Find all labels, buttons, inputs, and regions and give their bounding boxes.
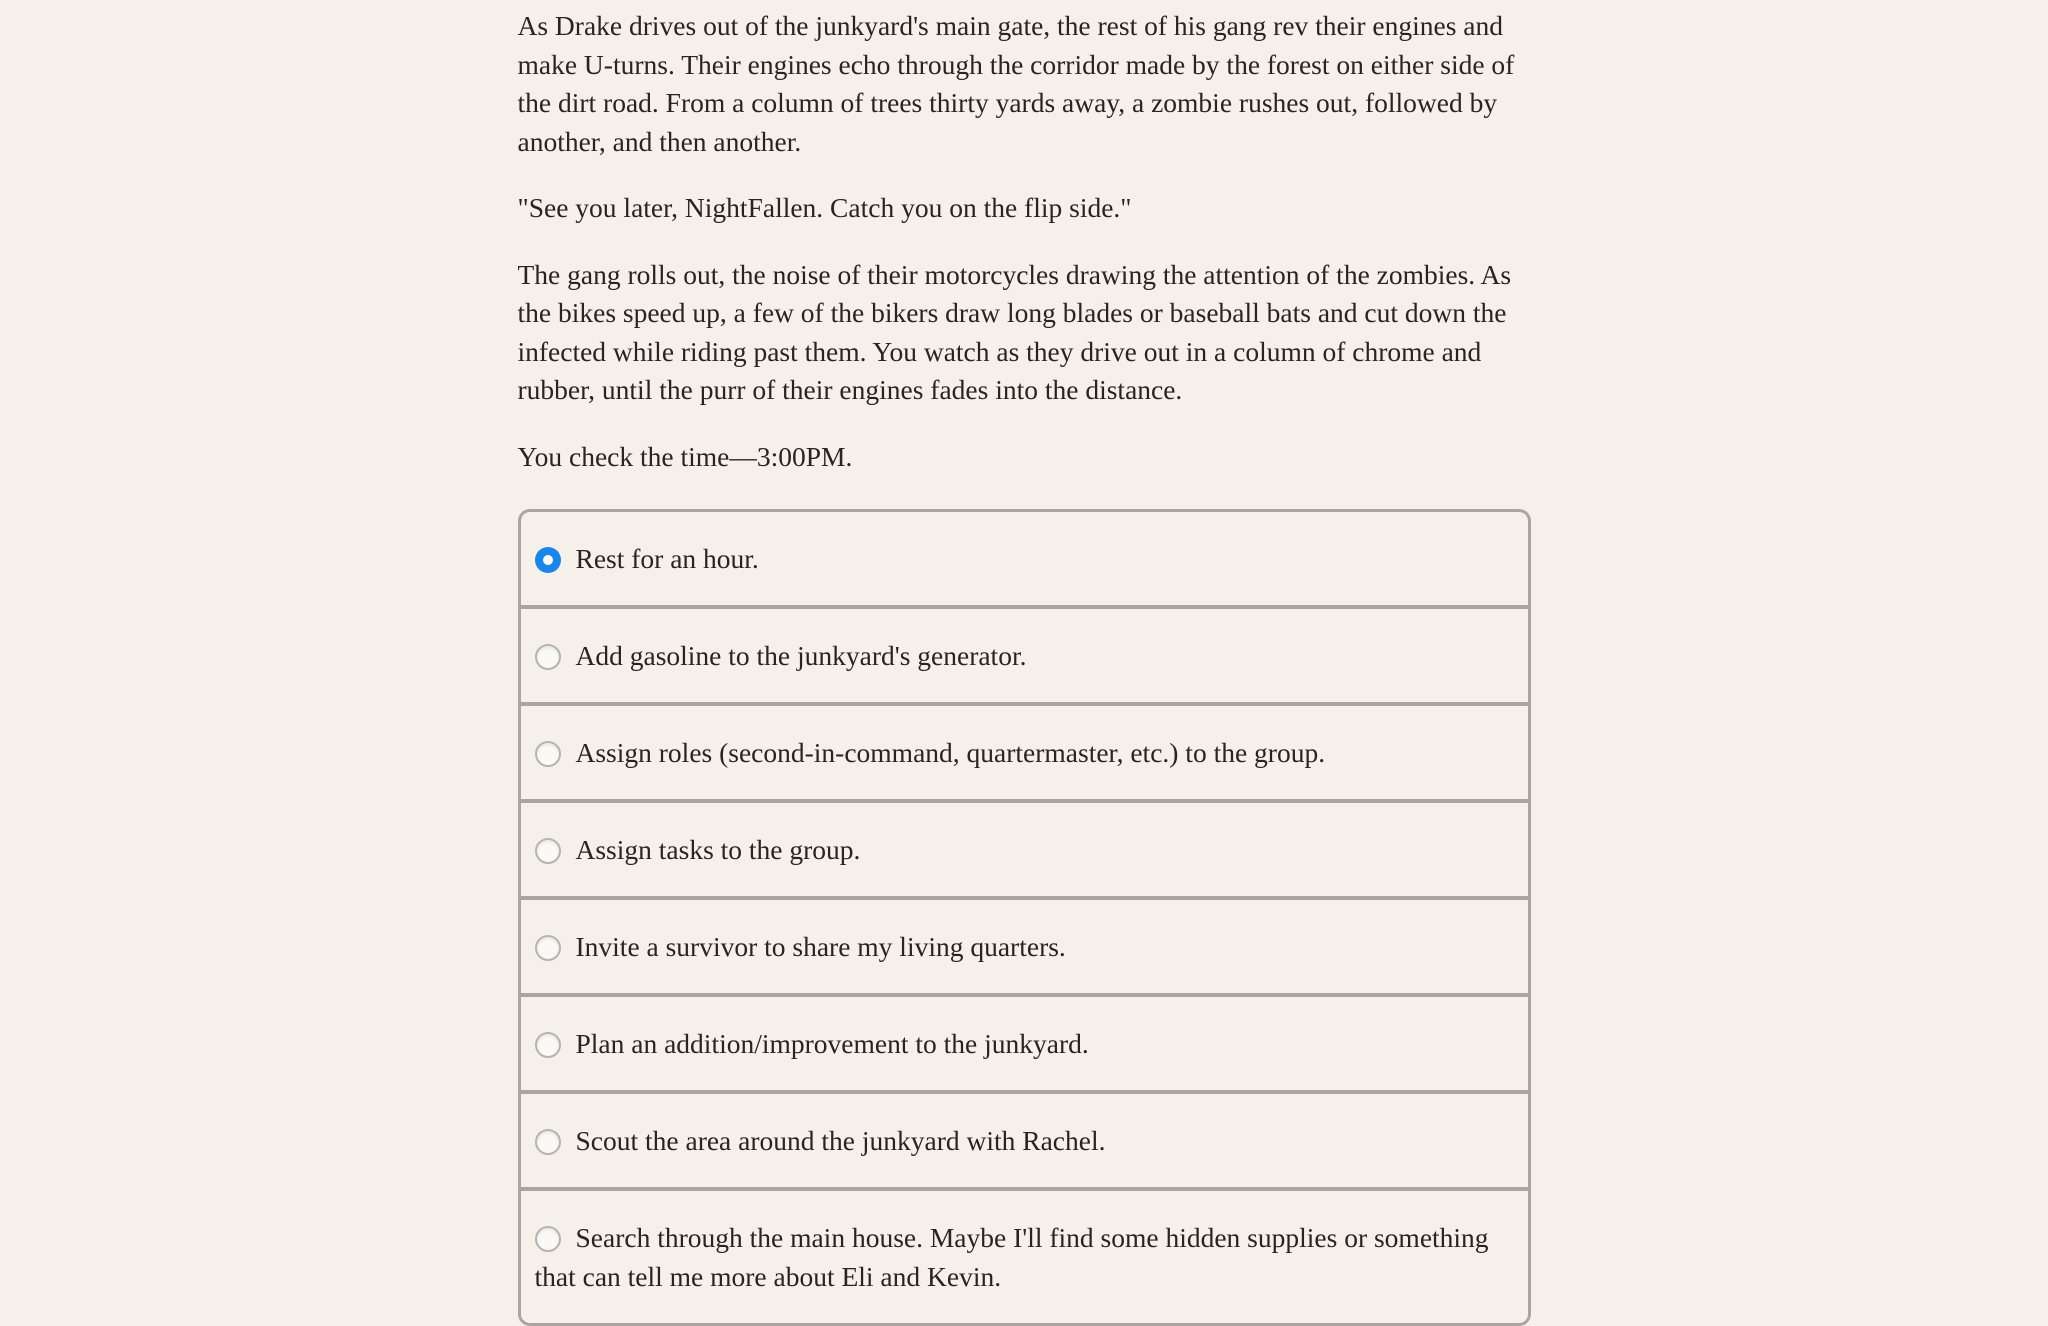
choice-option-add-gasoline[interactable] — [521, 605, 1528, 702]
choice-option-label: Rest for an hour. — [575, 543, 759, 574]
choice-option-assign-roles[interactable] — [521, 702, 1528, 799]
choice-list — [518, 509, 1531, 1326]
radio-button[interactable] — [535, 547, 561, 573]
choice-option-invite-survivor[interactable] — [521, 896, 1528, 993]
radio-button[interactable] — [535, 838, 561, 864]
choice-option-scout-area[interactable] — [521, 1090, 1528, 1187]
choice-option-search-house[interactable] — [521, 1187, 1528, 1323]
choice-option-rest[interactable] — [521, 512, 1528, 605]
radio-button[interactable] — [535, 741, 561, 767]
radio-button[interactable] — [535, 1032, 561, 1058]
choice-option-label: Add gasoline to the junkyard's generator. — [575, 640, 1027, 671]
choice-option-assign-tasks[interactable] — [521, 799, 1528, 896]
radio-button[interactable] — [535, 1226, 561, 1252]
story-paragraph: "See you later, NightFallen. Catch you on the flip side." — [517, 192, 1132, 223]
choice-option-label: Invite a survivor to share my living quarters. — [575, 931, 1066, 962]
story-paragraph: As Drake drives out of the junkyard's main gate, the rest of his gang rev their engines and make U-turns. Their engines echo through the corridor made by the forest on either side of the dirt road. From a column of trees thirty yards away, a zombie rushes out, followed by another, and then another. — [517, 10, 1515, 157]
choice-option-label: Assign tasks to the group. — [575, 834, 861, 865]
radio-button[interactable] — [535, 1129, 561, 1155]
story-paragraph: The gang rolls out, the noise of their motorcycles drawing the attention of the zombies. As the bikes speed up, a few of the bikers draw long blades or baseball bats and cut down the infected while riding past them. You watch as they drive out in a column of chrome and rubber, until the purr of their engines fades into the distance. — [517, 258, 1512, 405]
choice-option-label: Assign roles (second-in-command, quartermaster, etc.) to the group. — [575, 737, 1326, 768]
radio-button[interactable] — [535, 644, 561, 670]
story-paragraph-time: You check the time—3:00PM. — [517, 440, 853, 472]
choice-option-plan-addition[interactable] — [521, 993, 1528, 1090]
choice-option-label: Search through the main house. Maybe I'll find some hidden supplies or something that can tell me more about Eli and Kevin. — [534, 1222, 1489, 1292]
story-column — [518, 0, 1531, 1326]
radio-button[interactable] — [535, 935, 561, 961]
choice-option-label: Scout the area around the junkyard with Rachel. — [575, 1125, 1106, 1156]
choice-option-label: Plan an addition/improvement to the junkyard. — [575, 1028, 1089, 1059]
